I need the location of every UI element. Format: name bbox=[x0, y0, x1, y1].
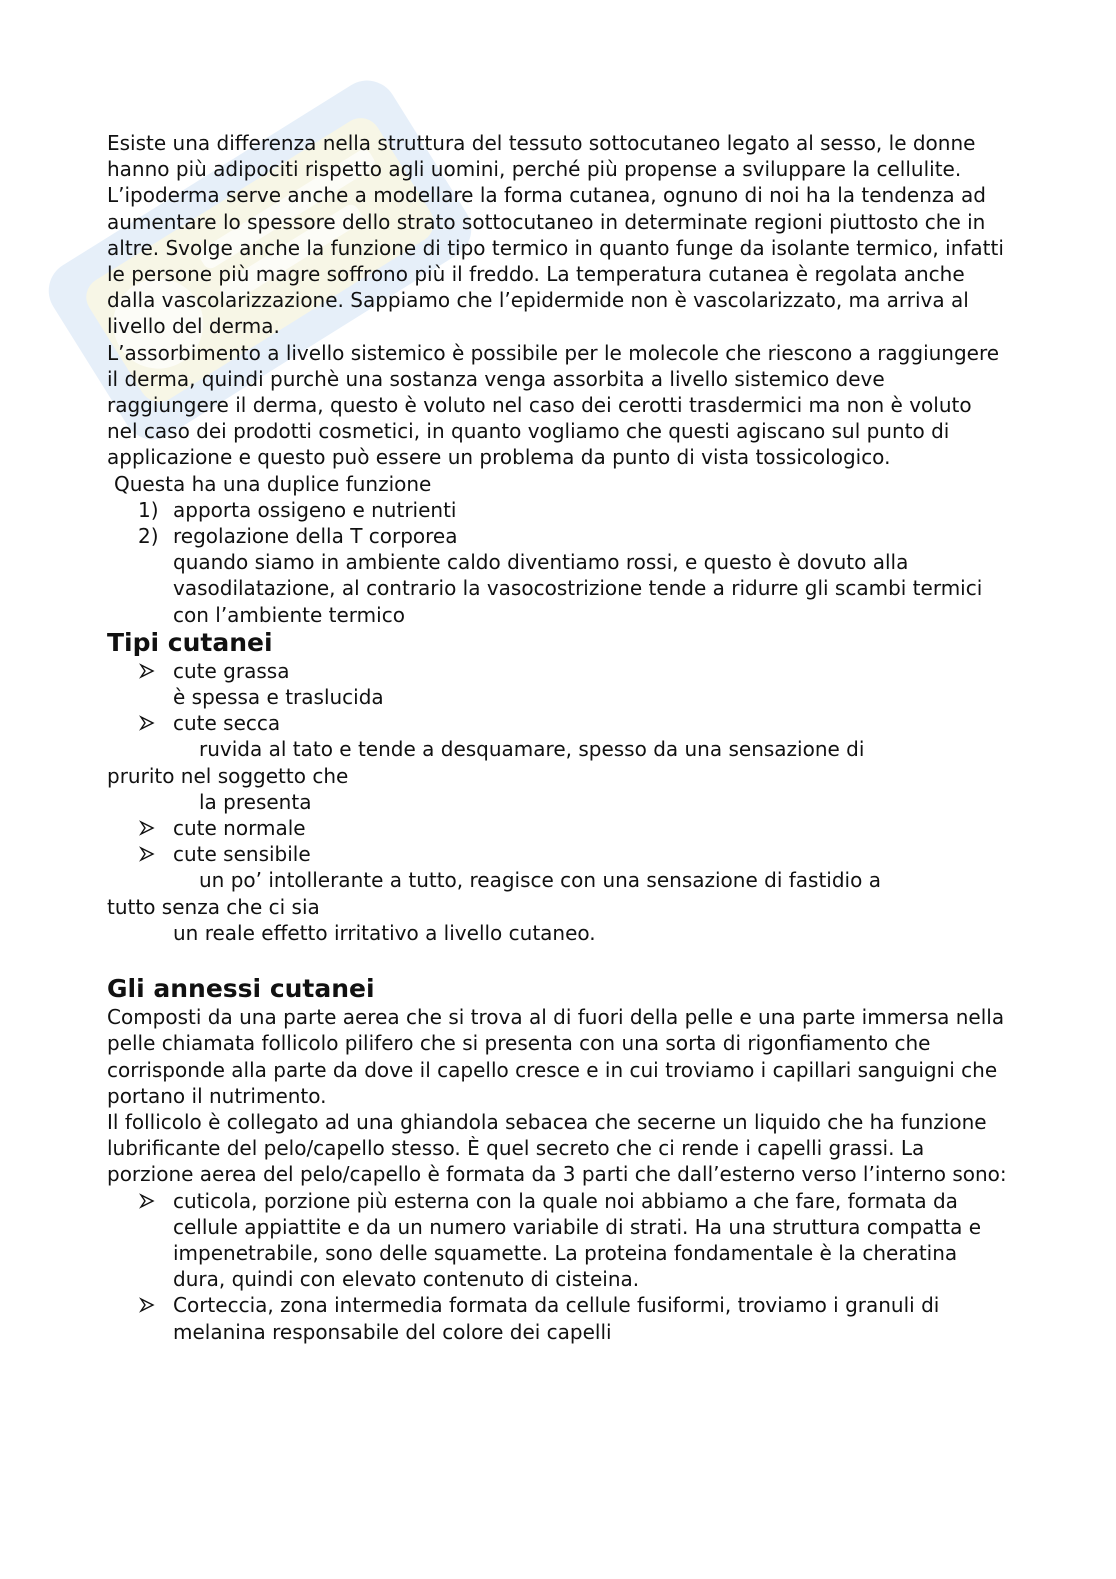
annexes-paragraph-1: Composti da una parte aerea che si trova al di fuori della pelle e una parte immersa nella pelle chiamata follicolo pilifero che si presenta con una sorta di rigonfiamento che corrisponde alla parte da dove il capello cresce e in cui troviamo i capillari sanguigni che portano il nutrimento. bbox=[107, 1005, 1005, 1108]
list-item-desc: tutto senza che ci sia bbox=[107, 894, 320, 919]
list-number: 1) bbox=[138, 497, 159, 522]
list-item bbox=[107, 497, 1007, 523]
list-item bbox=[107, 1188, 1007, 1293]
list-item-text: cute normale bbox=[173, 816, 306, 841]
list-item bbox=[107, 841, 1007, 867]
list-item-text: cute grassa bbox=[173, 658, 290, 683]
list-item-text: apporta ossigeno e nutrienti bbox=[173, 497, 457, 522]
list-item-desc: un reale effetto irritativo a livello cutaneo. bbox=[173, 920, 596, 945]
skin-types-list-cont bbox=[107, 710, 1007, 736]
list-item-text: cute sensibile bbox=[173, 842, 311, 867]
arrow-bullet-icon bbox=[139, 1193, 155, 1209]
arrow-bullet-icon bbox=[139, 715, 155, 731]
list-item-text: Corteccia, zona intermedia formata da cellule fusiformi, troviamo i granuli di melanina responsabile del colore dei capelli bbox=[173, 1293, 940, 1344]
list-item-text: regolazione della T corporea bbox=[173, 524, 458, 549]
list-item-desc: la presenta bbox=[199, 789, 312, 814]
list-item bbox=[107, 1292, 1007, 1344]
list-item-desc: è spessa e traslucida bbox=[173, 685, 384, 710]
list-item bbox=[107, 710, 1007, 736]
list-item bbox=[107, 815, 1007, 841]
functions-list bbox=[107, 497, 1007, 549]
arrow-bullet-icon bbox=[139, 846, 155, 862]
list-item-desc: ruvida al tato e tende a desquamare, spesso da una sensazione di bbox=[199, 737, 865, 762]
intro-paragraph-2: L’ipoderma serve anche a modellare la forma cutanea, ognuno di noi ha la tendenza ad aumentare lo spessore dello strato sottocutaneo in determinate regioni piuttosto che in altre. Svolge anche la funzione di tipo termico in quanto funge da isolante termico, infatti le persone più magre soffrono più il freddo. La temperatura cutanea è regolata anche dalla vascolarizzazione. Sappiamo che l’epidermide non è vascolarizzato, ma arriva al livello del derma. bbox=[107, 183, 1004, 339]
list-item-text: cute secca bbox=[173, 711, 281, 736]
arrow-bullet-icon bbox=[139, 663, 155, 679]
annexes-paragraph-2: Il follicolo è collegato ad una ghiandola sebacea che secerne un liquido che ha funzione lubrificante del pelo/capello stesso. È quel secreto che ci rende i capelli grassi. La porzione aerea del pelo/capello è formata da 3 parti che dall’esterno verso l’interno sono: bbox=[107, 1109, 1007, 1187]
intro-paragraph-3: L’assorbimento a livello sistemico è possibile per le molecole che riescono a raggiungere il derma, quindi purchè una sostanza venga assorbita a livello sistemico deve raggiungere il derma, questo è voluto nel caso dei cerotti trasdermici ma non è voluto nel caso dei prodotti cosmetici, in quanto vogliamo che questi agiscano sul punto di applicazione e questo può essere un problema da punto di vista tossicologico. bbox=[107, 340, 1000, 470]
intro-paragraph-1: Esiste una differenza nella struttura del tessuto sottocutaneo legato al sesso, le donne hanno più adipociti rispetto agli uomini, perché più propense a sviluppare la cellulite. bbox=[107, 131, 976, 182]
hair-parts-list bbox=[107, 1188, 1007, 1345]
list-item bbox=[107, 523, 1007, 549]
skin-types-list-cont bbox=[107, 815, 1007, 867]
section-heading-annexes: Gli annessi cutanei bbox=[107, 974, 375, 1004]
list-item bbox=[107, 658, 1007, 684]
function-note: quando siamo in ambiente caldo diventiamo rossi, e questo è dovuto alla vasodilatazione, al contrario la vasocostrizione tende a ridurre gli scambi termici con l’ambiente termico bbox=[173, 550, 983, 627]
skin-types-list bbox=[107, 658, 1007, 684]
list-number: 2) bbox=[138, 524, 159, 549]
list-item-desc: prurito nel soggetto che bbox=[107, 763, 349, 788]
arrow-bullet-icon bbox=[139, 820, 155, 836]
list-item-text: cuticola, porzione più esterna con la quale noi abbiamo a che fare, formata da cellule appiattite e da un numero variabile di strati. Ha una struttura compatta e impenetrabile, sono delle squamette. La proteina fondamentale è la cheratina dura, quindi con elevato contenuto di cisteina. bbox=[173, 1188, 982, 1292]
function-intro: Questa ha una duplice funzione bbox=[114, 471, 432, 496]
section-heading-skin-types: Tipi cutanei bbox=[107, 627, 273, 657]
arrow-bullet-icon bbox=[139, 1297, 155, 1313]
document-page bbox=[107, 130, 1007, 1345]
list-item-desc: un po’ intollerante a tutto, reagisce con una sensazione di fastidio a bbox=[199, 868, 881, 893]
